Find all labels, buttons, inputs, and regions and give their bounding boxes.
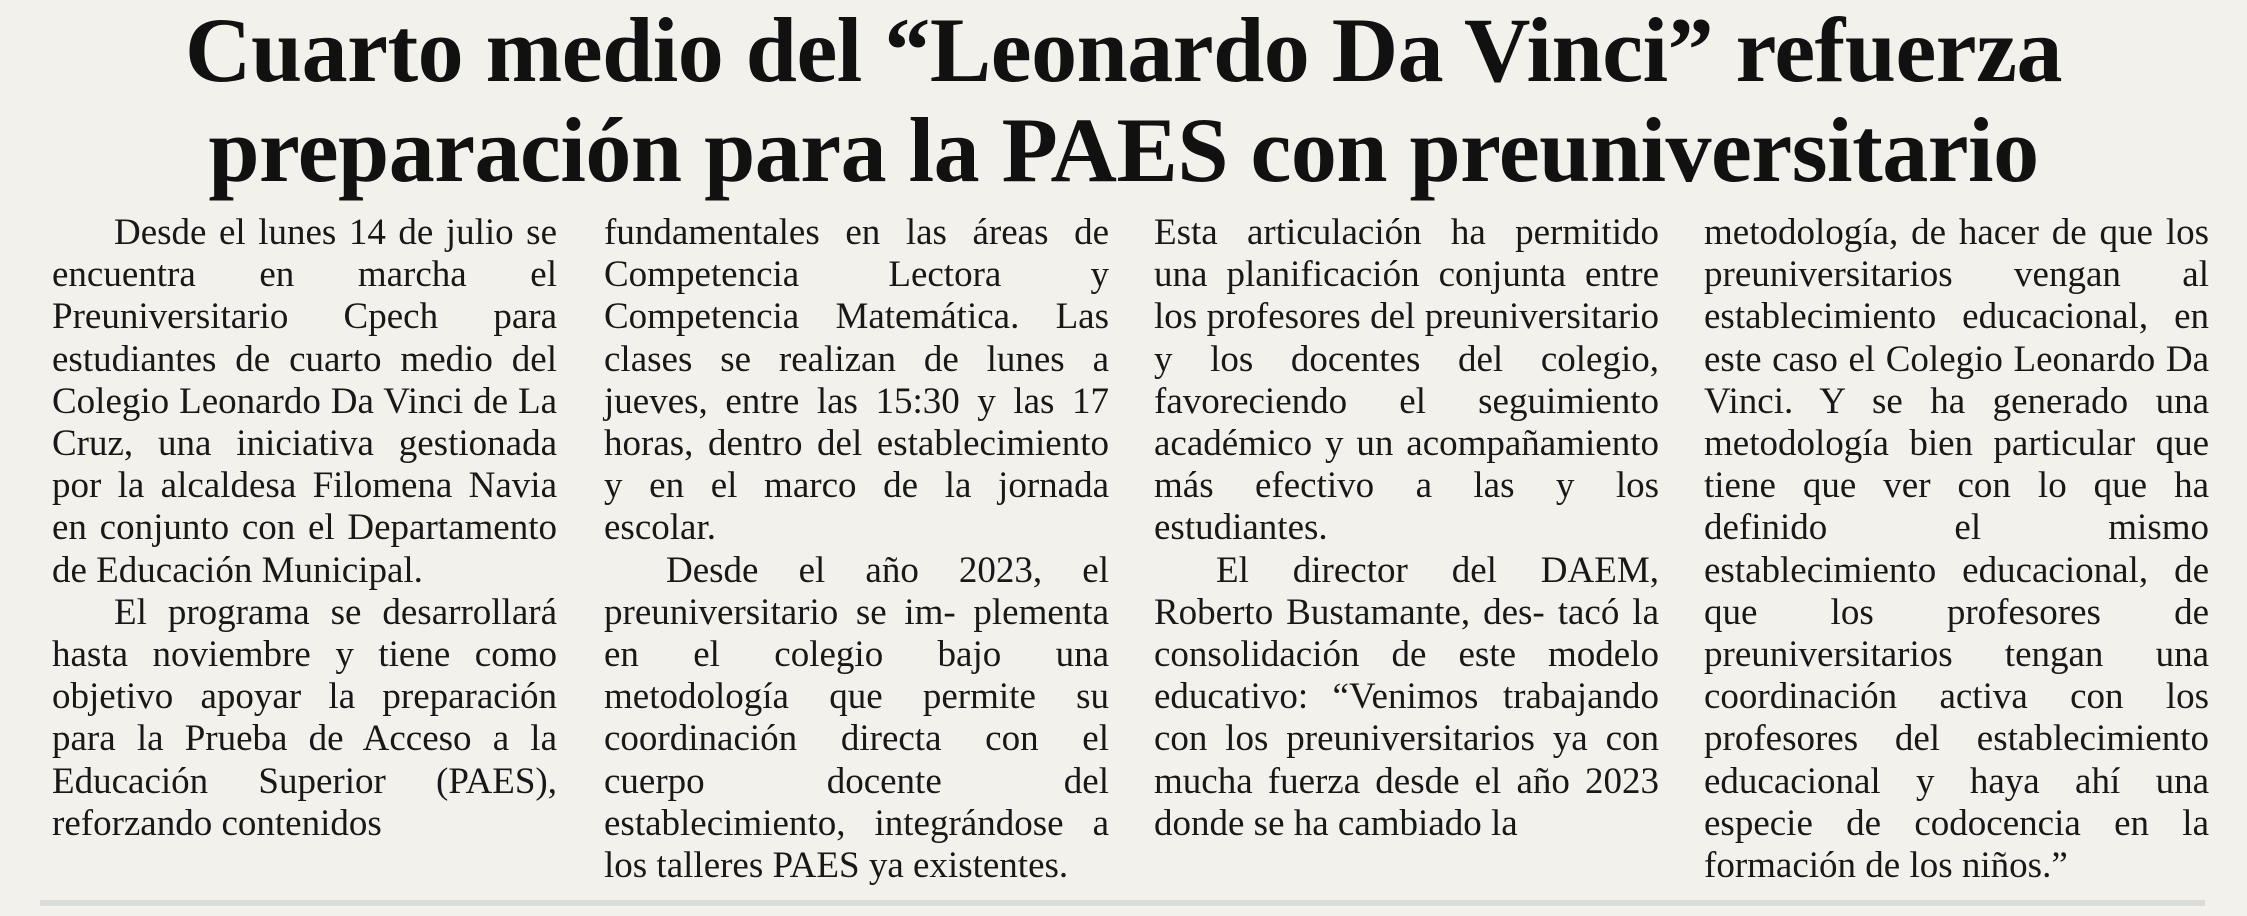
paragraph: Desde el lunes 14 de julio se encuentra en marcha el Preuniversitario Cpech para estudiantes de cuarto medio del Colegio Leonardo Da Vinci de La Cruz, una iniciativa gestionada por la alcaldesa Filomena Navia en conjunto con el Departamento de Educación Municipal. (52, 212, 557, 591)
paragraph: El programa se desarrollará hasta noviembre y tiene como objetivo apoyar la preparación para la Prueba de Acceso a la Educación Superior (PAES), reforzando contenidos (52, 591, 557, 844)
body-column-2 (604, 212, 1109, 887)
paragraph: Desde el año 2023, el preuniversitario se im- plementa en el colegio bajo una metodología que permite su coordinación directa con el cuerpo docente del establecimiento, integrándose a los talleres PAES ya existentes. (604, 549, 1109, 887)
headline-line-1: Cuarto medio del “Leonardo Da Vinci” refuerza (185, 0, 2062, 101)
bottom-divider (40, 900, 2205, 906)
paragraph-continued: fundamentales en las áreas de Competencia Lectora y Competencia Matemática. Las clases se realizan de lunes a jueves, entre las 15:30 y las 17 horas, dentro del establecimiento y en el marco de la jornada escolar. (604, 212, 1109, 549)
article-body (52, 212, 2209, 887)
article-headline (30, 0, 2217, 200)
body-column-1 (52, 212, 557, 845)
paragraph-continued: Esta articulación ha permitido una planificación conjunta entre los profesores del preuniversitario y los docentes del colegio, favoreciendo el seguimiento académico y un acompañamiento más efectivo a las y los estudiantes. (1154, 212, 1659, 549)
body-column-4 (1704, 212, 2209, 887)
paragraph: El director del DAEM, Roberto Bustamante, des- tacó la consolidación de este modelo educativo: “Venimos trabajando con los preuniversitarios ya con mucha fuerza desde el año 2023 donde se ha cambiado la (1154, 549, 1659, 844)
body-column-3 (1154, 212, 1659, 845)
headline-line-2: preparación para la PAES con preuniversitario (208, 99, 2039, 201)
paragraph-continued: metodología, de hacer de que los preuniversitarios vengan al establecimiento educacional, en este caso el Colegio Leonardo Da Vinci. Y se ha generado una metodología bien particular que tiene que ver con lo que ha definido el mismo establecimiento educacional, de que los profesores de preuniversitarios tengan una coordinación activa con los profesores del establecimiento educacional y haya ahí una especie de codocencia en la formación de los niños.” (1704, 212, 2209, 887)
